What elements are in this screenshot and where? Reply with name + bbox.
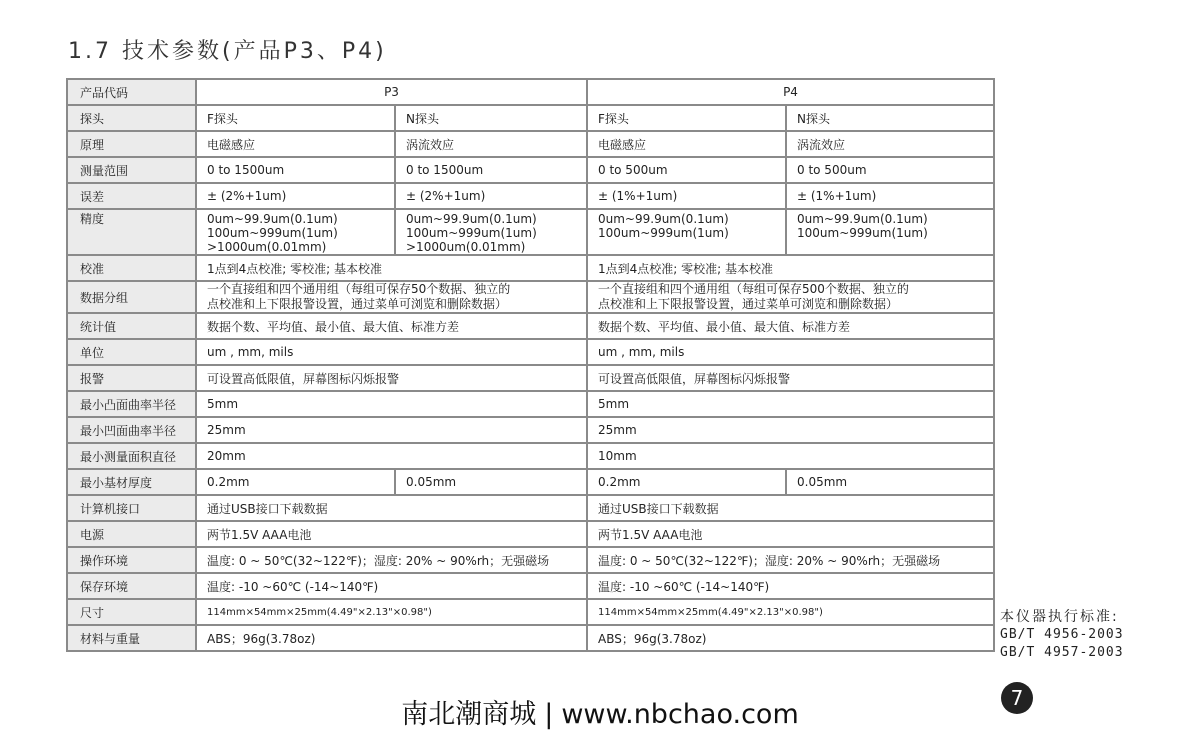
cell-p4: 1点到4点校准; 零校准; 基本校准 bbox=[587, 255, 994, 281]
cell-p3-n: 涡流效应 bbox=[395, 131, 587, 157]
cell-p4-n: 涡流效应 bbox=[786, 131, 994, 157]
cell-p4-f: 电磁感应 bbox=[587, 131, 786, 157]
page-title: 1.7 技术参数(产品P3、P4) bbox=[68, 39, 387, 64]
standard-line: GB/T 4956-2003 bbox=[1000, 627, 1124, 642]
cell-p3: 25mm bbox=[196, 417, 587, 443]
table-row-operating bbox=[67, 547, 994, 573]
cell-p3: ABS；96g(3.78oz) bbox=[196, 625, 587, 651]
cell-p3: 一个直接组和四个通用组（每组可保存50个数据、独立的 点校准和上下限报警设置，通过菜单可浏览和删除数据） bbox=[196, 281, 587, 313]
cell-p4: um , mm, mils bbox=[587, 339, 994, 365]
cell-p3-n: 0.05mm bbox=[395, 469, 587, 495]
row-label: 尺寸 bbox=[67, 599, 196, 625]
table-row-statistics bbox=[67, 313, 994, 339]
cell-p3: 可设置高低限值，屏幕图标闪烁报警 bbox=[196, 365, 587, 391]
page-number-badge: 7 bbox=[1001, 682, 1033, 714]
table-row-area bbox=[67, 443, 994, 469]
row-label: 最小基材厚度 bbox=[67, 469, 196, 495]
cell-p4-f: 0 to 500um bbox=[587, 157, 786, 183]
cell-p4: 一个直接组和四个通用组（每组可保存500个数据、独立的 点校准和上下限报警设置，通过菜单可浏览和删除数据） bbox=[587, 281, 994, 313]
cell-p4-n: 0 to 500um bbox=[786, 157, 994, 183]
cell-p3-n: 0um~99.9um(0.1um) 100um~999um(1um) >1000um(0.01mm) bbox=[395, 209, 587, 255]
table-row-header bbox=[67, 79, 994, 105]
row-label: 电源 bbox=[67, 521, 196, 547]
footer-brand: 南北潮商城 bbox=[401, 699, 537, 730]
cell-p4-f: ± (1%+1um) bbox=[587, 183, 786, 209]
table-row-size bbox=[67, 599, 994, 625]
row-label: 操作环境 bbox=[67, 547, 196, 573]
cell-p4-f: F探头 bbox=[587, 105, 786, 131]
table-row-alarm bbox=[67, 365, 994, 391]
cell-p4: 5mm bbox=[587, 391, 994, 417]
row-label: 最小测量面积直径 bbox=[67, 443, 196, 469]
cell-p3: 1点到4点校准; 零校准; 基本校准 bbox=[196, 255, 587, 281]
cell-p3: 温度: -10 ~60℃ (-14~140℉) bbox=[196, 573, 587, 599]
row-label: 误差 bbox=[67, 183, 196, 209]
row-label: 计算机接口 bbox=[67, 495, 196, 521]
table-row-groups bbox=[67, 281, 994, 313]
row-label: 统计值 bbox=[67, 313, 196, 339]
cell-p3: 数据个数、平均值、最小值、最大值、标准方差 bbox=[196, 313, 587, 339]
cell-p4: 数据个数、平均值、最小值、最大值、标准方差 bbox=[587, 313, 994, 339]
row-label: 校准 bbox=[67, 255, 196, 281]
row-label: 数据分组 bbox=[67, 281, 196, 313]
table-row-principle bbox=[67, 131, 994, 157]
cell-p4: 114mm×54mm×25mm(4.49"×2.13"×0.98") bbox=[587, 599, 994, 625]
cell-p4: 温度: 0 ~ 50℃(32~122℉)；湿度: 20% ~ 90%rh；无强磁场 bbox=[587, 547, 994, 573]
spec-table bbox=[66, 78, 995, 652]
footer-separator: | bbox=[544, 699, 554, 730]
cell-p4-n: 0.05mm bbox=[786, 469, 994, 495]
table-row-calibration bbox=[67, 255, 994, 281]
cell-p3: 20mm bbox=[196, 443, 587, 469]
cell-p3: 114mm×54mm×25mm(4.49"×2.13"×0.98") bbox=[196, 599, 587, 625]
cell-p3: um , mm, mils bbox=[196, 339, 587, 365]
cell-p3-f: 0 to 1500um bbox=[196, 157, 395, 183]
cell-p3-n: N探头 bbox=[395, 105, 587, 131]
column-header-p3: P3 bbox=[196, 79, 587, 105]
column-header-p4: P4 bbox=[587, 79, 994, 105]
cell-p3-f: 0.2mm bbox=[196, 469, 395, 495]
standard-line: GB/T 4957-2003 bbox=[1000, 645, 1124, 660]
cell-p4: 温度: -10 ~60℃ (-14~140℉) bbox=[587, 573, 994, 599]
cell-p3-n: ± (2%+1um) bbox=[395, 183, 587, 209]
table-row-material bbox=[67, 625, 994, 651]
row-label: 原理 bbox=[67, 131, 196, 157]
cell-p3-f: F探头 bbox=[196, 105, 395, 131]
cell-p4: 通过USB接口下载数据 bbox=[587, 495, 994, 521]
cell-p4-f: 0um~99.9um(0.1um) 100um~999um(1um) bbox=[587, 209, 786, 255]
row-label: 探头 bbox=[67, 105, 196, 131]
cell-p4: 可设置高低限值，屏幕图标闪烁报警 bbox=[587, 365, 994, 391]
cell-p4: 25mm bbox=[587, 417, 994, 443]
row-label: 产品代码 bbox=[67, 79, 196, 105]
cell-p4-n: ± (1%+1um) bbox=[786, 183, 994, 209]
row-label: 材料与重量 bbox=[67, 625, 196, 651]
cell-p4: ABS；96g(3.78oz) bbox=[587, 625, 994, 651]
cell-p3-f: 电磁感应 bbox=[196, 131, 395, 157]
row-label: 报警 bbox=[67, 365, 196, 391]
cell-p4-f: 0.2mm bbox=[587, 469, 786, 495]
row-label: 精度 bbox=[67, 209, 196, 255]
table-row-units bbox=[67, 339, 994, 365]
cell-p4-n: 0um~99.9um(0.1um) 100um~999um(1um) bbox=[786, 209, 994, 255]
cell-p3: 温度: 0 ~ 50℃(32~122℉)；湿度: 20% ~ 90%rh；无强磁场 bbox=[196, 547, 587, 573]
table-row-storage bbox=[67, 573, 994, 599]
cell-p3: 两节1.5V AAA电池 bbox=[196, 521, 587, 547]
table-row-precision bbox=[67, 209, 994, 255]
row-label: 单位 bbox=[67, 339, 196, 365]
table-row-error bbox=[67, 183, 994, 209]
table-row-power bbox=[67, 521, 994, 547]
cell-p3-n: 0 to 1500um bbox=[395, 157, 587, 183]
table-row-concave bbox=[67, 417, 994, 443]
row-label: 最小凸面曲率半径 bbox=[67, 391, 196, 417]
table-row-probe bbox=[67, 105, 994, 131]
cell-p4: 10mm bbox=[587, 443, 994, 469]
row-label: 保存环境 bbox=[67, 573, 196, 599]
cell-p4-n: N探头 bbox=[786, 105, 994, 131]
row-label: 最小凹面曲率半径 bbox=[67, 417, 196, 443]
table-row-convex bbox=[67, 391, 994, 417]
footer-url-link[interactable]: www.nbchao.com bbox=[561, 699, 799, 730]
table-row-range bbox=[67, 157, 994, 183]
table-row-substrate bbox=[67, 469, 994, 495]
standard-title: 本仪器执行标准: bbox=[1000, 609, 1119, 625]
row-label: 测量范围 bbox=[67, 157, 196, 183]
cell-p4: 两节1.5V AAA电池 bbox=[587, 521, 994, 547]
cell-p3-f: ± (2%+1um) bbox=[196, 183, 395, 209]
cell-p3-f: 0um~99.9um(0.1um) 100um~999um(1um) >1000um(0.01mm) bbox=[196, 209, 395, 255]
table-row-interface bbox=[67, 495, 994, 521]
cell-p3: 5mm bbox=[196, 391, 587, 417]
footer bbox=[0, 692, 1200, 731]
standard-block bbox=[1000, 608, 1124, 662]
cell-p3: 通过USB接口下载数据 bbox=[196, 495, 587, 521]
